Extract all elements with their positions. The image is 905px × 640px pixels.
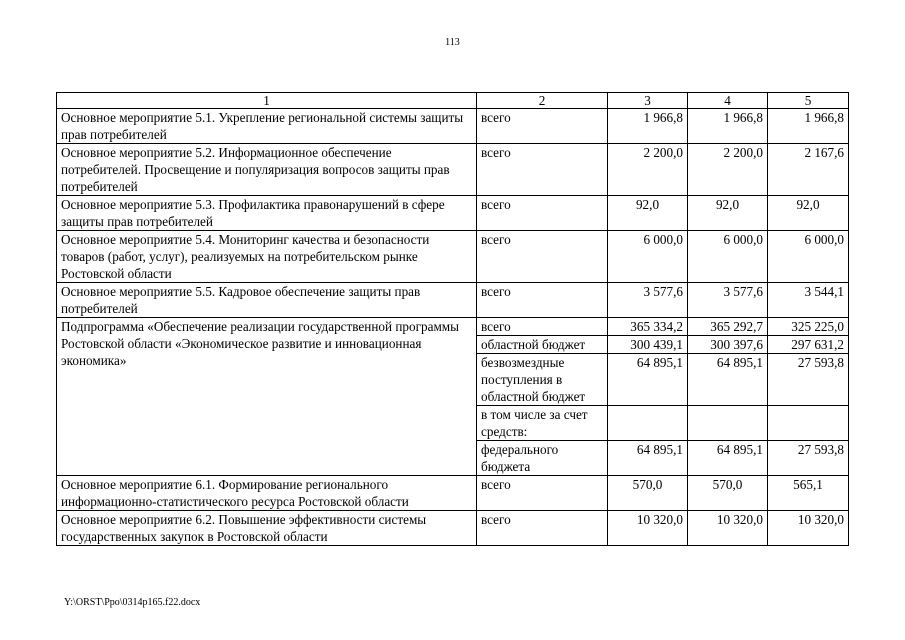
value-col3: 1 966,8 [608,109,688,144]
table-row [57,511,849,546]
header-row [57,93,849,109]
subprogram-name: Подпрограмма «Обеспечение реализации государственной программы Ростовской области «Экономическое развитие и инновационная экономика» [57,318,477,476]
table-row [57,318,849,336]
activity-name: Основное мероприятие 5.5. Кадровое обеспечение защиты прав потребителей [57,283,477,318]
value-col3: 6 000,0 [608,231,688,283]
activity-name: Основное мероприятие 6.2. Повышение эффективности системы государственных закупок в Ростовской области [57,511,477,546]
value-col3: 64 895,1 [608,441,688,476]
value-col4: 2 200,0 [688,144,768,196]
funding-source: всего [477,196,608,231]
value-col3: 92,0 [608,196,688,231]
funding-source: всего [477,318,608,336]
value-col5 [768,406,849,441]
header-cell: 3 [608,93,688,109]
header-cell: 1 [57,93,477,109]
value-col4 [688,406,768,441]
budget-table [56,92,849,546]
table-row [57,196,849,231]
table-row [57,144,849,196]
table-row [57,476,849,511]
value-col3: 64 895,1 [608,354,688,406]
value-col4: 300 397,6 [688,336,768,354]
value-col5: 325 225,0 [768,318,849,336]
page-number: 113 [445,37,460,48]
activity-name: Основное мероприятие 5.1. Укрепление региональной системы защиты прав потребителей [57,109,477,144]
value-col5: 92,0 [768,196,849,231]
funding-source: областной бюджет [477,336,608,354]
table-row [57,231,849,283]
value-col5: 297 631,2 [768,336,849,354]
funding-source: всего [477,109,608,144]
file-path-footer: Y:\ORST\Ppo\0314p165.f22.docx [64,597,201,608]
activity-name: Основное мероприятие 5.2. Информационное обеспечение потребителей. Просвещение и популяризация вопросов защиты прав потребителей [57,144,477,196]
table-row [57,109,849,144]
value-col3: 2 200,0 [608,144,688,196]
value-col4: 64 895,1 [688,441,768,476]
value-col4: 6 000,0 [688,231,768,283]
value-col5: 1 966,8 [768,109,849,144]
value-col5: 6 000,0 [768,231,849,283]
value-col3: 3 577,6 [608,283,688,318]
value-col4: 92,0 [688,196,768,231]
activity-name: Основное мероприятие 6.1. Формирование регионального информационно-статистического ресурса Ростовской области [57,476,477,511]
value-col4: 1 966,8 [688,109,768,144]
funding-source: всего [477,476,608,511]
value-col3: 365 334,2 [608,318,688,336]
value-col5: 565,1 [768,476,849,511]
funding-source: всего [477,144,608,196]
value-col5: 10 320,0 [768,511,849,546]
header-cell: 5 [768,93,849,109]
funding-source: всего [477,283,608,318]
value-col4: 570,0 [688,476,768,511]
header-cell: 2 [477,93,608,109]
value-col4: 10 320,0 [688,511,768,546]
funding-source: всего [477,511,608,546]
funding-source: всего [477,231,608,283]
value-col4: 64 895,1 [688,354,768,406]
activity-name: Основное мероприятие 5.4. Мониторинг качества и безопасности товаров (работ, услуг), реализуемых на потребительском рынке Ростовской области [57,231,477,283]
funding-source: в том числе за счет средств: [477,406,608,441]
value-col5: 2 167,6 [768,144,849,196]
funding-source: федерального бюджета [477,441,608,476]
value-col5: 27 593,8 [768,441,849,476]
value-col4: 3 577,6 [688,283,768,318]
value-col5: 27 593,8 [768,354,849,406]
table-row [57,283,849,318]
activity-name: Основное мероприятие 5.3. Профилактика правонарушений в сфере защиты прав потребителей [57,196,477,231]
value-col3: 300 439,1 [608,336,688,354]
value-col4: 365 292,7 [688,318,768,336]
value-col3: 570,0 [608,476,688,511]
header-cell: 4 [688,93,768,109]
value-col3: 10 320,0 [608,511,688,546]
value-col5: 3 544,1 [768,283,849,318]
value-col3 [608,406,688,441]
funding-source: безвозмездные поступления в областной бюджет [477,354,608,406]
